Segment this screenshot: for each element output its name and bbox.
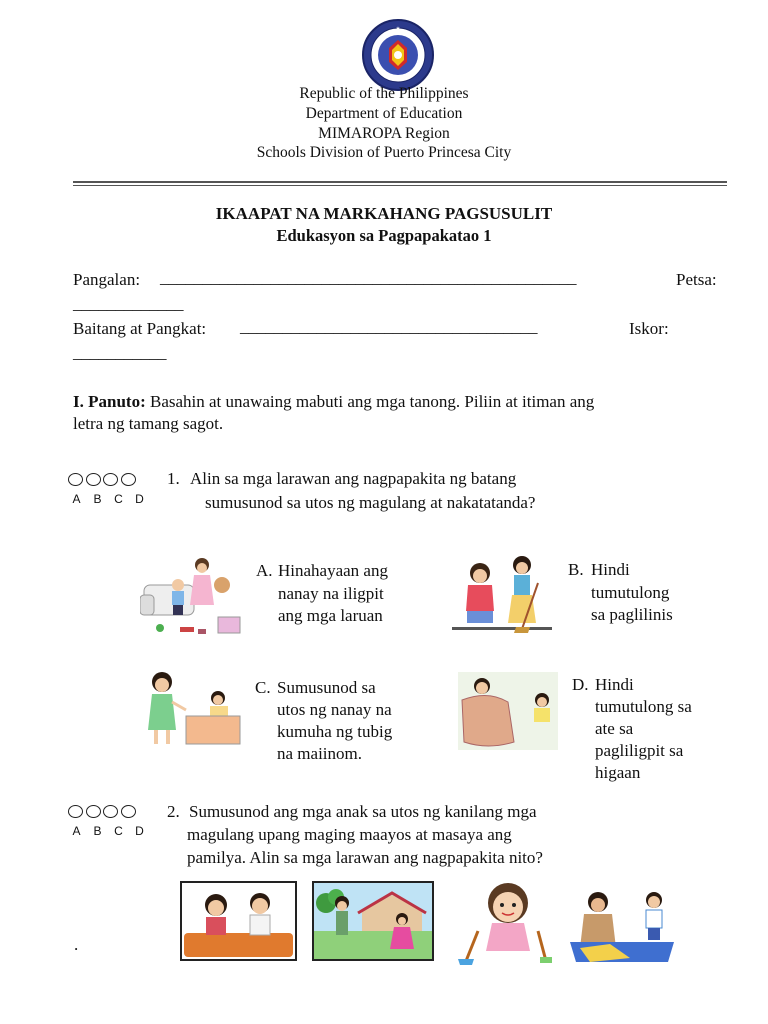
bubble-letter-d: D [135, 492, 144, 506]
q2-option-a-image [180, 881, 297, 961]
q1-option-d-letter: D. [572, 675, 589, 694]
q2-question-line2: magulang upang maging maayos at masaya ang [187, 825, 512, 844]
q1-question-line2: sumusunod sa utos ng magulang at nakatatanda? [205, 493, 536, 512]
q1-bubble-c[interactable] [103, 473, 118, 486]
q2-bubble-b[interactable] [86, 805, 101, 818]
q1-option-d-text-3: ate sa [595, 719, 634, 738]
bubble-letter-d: D [135, 824, 144, 838]
date-field[interactable]: _____________ [73, 294, 184, 313]
date-label: Petsa: [676, 270, 717, 289]
q1-option-d-text-2: tumutulong sa [595, 697, 692, 716]
bubble-letter-a: A [72, 492, 81, 506]
exam-title: IKAAPAT NA MARKAHANG PAGSUSULIT [215, 204, 553, 223]
section-field[interactable]: ___________________________________ [240, 317, 538, 336]
score-field[interactable]: ___________ [73, 343, 167, 362]
q1-option-c-text-3: kumuha ng tubig [277, 722, 393, 741]
bubble-letter-c: C [114, 824, 123, 838]
header-republic: Republic of the Philippines [299, 85, 469, 102]
q1-option-c-letter: C. [255, 678, 271, 697]
q1-bubble-a[interactable] [68, 473, 83, 486]
name-label: Pangalan: [73, 270, 141, 289]
q1-option-d-text-4: pagliligpit sa [595, 741, 684, 760]
q1-option-b-image [452, 553, 554, 638]
q1-question-line1: Alin sa mga larawan ang nagpapakita ng batang [190, 469, 517, 488]
q1-option-d-text-1: Hindi [595, 675, 634, 694]
instructions-label: I. Panuto: [73, 392, 146, 411]
q1-option-a-letter: A. [256, 561, 273, 580]
q1-option-b-text-1: Hindi [591, 560, 630, 579]
q2-option-c-image [458, 881, 554, 965]
name-field[interactable]: _________________________________________________ [160, 268, 577, 287]
instructions-text-2: letra ng tamang sagot. [73, 414, 224, 433]
q1-answer-bubbles[interactable] [68, 473, 138, 491]
q1-bubble-b[interactable] [86, 473, 101, 486]
q2-number: 2. [167, 802, 180, 821]
bubble-letter-b: B [93, 824, 102, 838]
q1-option-c-text-2: utos ng nanay na [277, 700, 392, 719]
header-divider [73, 181, 727, 186]
q2-option-b-image [312, 881, 434, 961]
q2-bubble-letters [66, 824, 150, 838]
score-label: Iskor: [629, 319, 669, 338]
section-label: Baitang at Pangkat: [73, 319, 207, 338]
q1-option-c-text-4: na maiinom. [277, 744, 362, 763]
q2-bubble-c[interactable] [103, 805, 118, 818]
q2-answer-bubbles[interactable] [68, 805, 138, 823]
q1-option-d-image [458, 672, 558, 750]
footer-dot: . [74, 935, 79, 954]
q1-bubble-letters [66, 492, 150, 506]
q1-number: 1. [167, 469, 180, 488]
q2-question-line1: Sumusunod ang mga anak sa utos ng kanilang mga [189, 802, 537, 821]
q2-bubble-a[interactable] [68, 805, 83, 818]
q1-option-a-text-3: ang mga laruan [278, 606, 383, 625]
bubble-letter-a: A [72, 824, 81, 838]
instructions-text: Basahin at unawaing mabuti ang mga tanong. Piliin at itiman ang [145, 392, 595, 411]
exam-subject: Edukasyon sa Pagpapakatao 1 [276, 226, 492, 245]
q2-question-line3: pamilya. Alin sa mga larawan ang nagpapakita nito? [187, 848, 543, 867]
q2-option-d-image [570, 886, 674, 962]
q1-option-b-text-2: tumutulong [591, 583, 670, 602]
bubble-letter-b: B [93, 492, 102, 506]
q1-option-a-text-1: Hinahayaan ang [278, 561, 388, 580]
q1-option-b-text-3: sa paglilinis [591, 605, 673, 624]
header-division: Schools Division of Puerto Princesa City [256, 144, 512, 161]
q2-bubble-d[interactable] [121, 805, 136, 818]
q1-option-c-text-1: Sumusunod sa [277, 678, 376, 697]
instructions [73, 391, 733, 413]
q1-option-d-text-5: higaan [595, 763, 641, 782]
svg-text:★: ★ [395, 26, 401, 32]
header-region: MIMAROPA Region [318, 125, 450, 142]
q1-option-a-image [140, 555, 242, 640]
q1-option-a-text-2: nanay na iligpit [278, 584, 384, 603]
q1-bubble-d[interactable] [121, 473, 136, 486]
deped-seal [361, 18, 435, 92]
q1-option-c-image [140, 668, 244, 748]
q1-option-b-letter: B. [568, 560, 584, 579]
header-department: Department of Education [305, 105, 463, 122]
bubble-letter-c: C [114, 492, 123, 506]
